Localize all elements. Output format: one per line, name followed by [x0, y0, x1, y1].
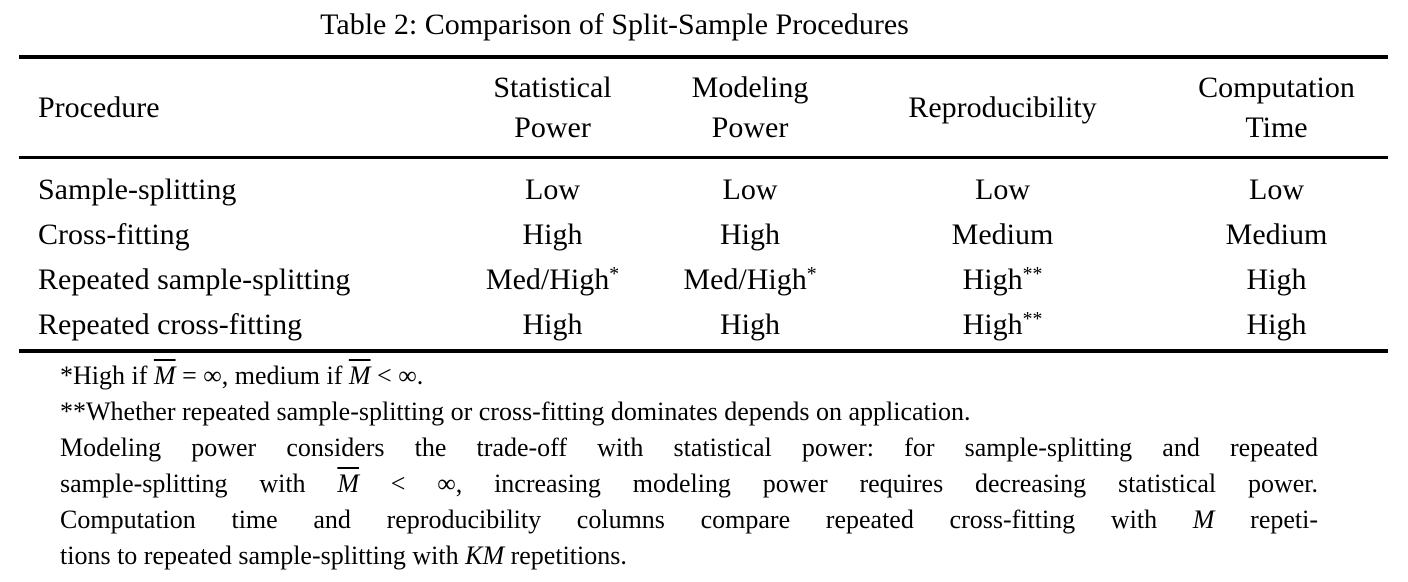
table-body	[19, 158, 1388, 352]
footnote-marker: *	[609, 262, 620, 285]
header-line: Power	[711, 110, 789, 144]
table-footnotes	[60, 358, 1318, 574]
cell-value: High	[720, 217, 780, 251]
table-header	[19, 57, 1388, 158]
column-header-procedure	[19, 57, 445, 158]
footnote-text: = ∞, medium if	[175, 361, 349, 390]
cell-value: Medium	[951, 217, 1054, 251]
cell-value: Low	[1249, 172, 1304, 206]
value-cell	[840, 212, 1165, 257]
cell-value: Med/High	[485, 262, 610, 296]
footnote-line	[60, 430, 1318, 466]
comparison-table	[19, 55, 1388, 353]
footnote-text: **Whether repeated sample-splitting or cross-fitting dominates depends on application.	[60, 397, 971, 426]
cell-value: High	[962, 262, 1023, 296]
footnote-text: repetitions.	[504, 541, 627, 570]
procedure-cell: Repeated sample-splitting	[38, 262, 351, 296]
math-symbol: KM	[465, 541, 505, 570]
cell-value: High	[1246, 307, 1307, 341]
value-cell	[1165, 212, 1388, 257]
footnote-line	[60, 466, 1318, 502]
footnote-marker: **	[1022, 307, 1043, 330]
table-row	[19, 302, 1388, 351]
table-row	[19, 212, 1388, 257]
footnote-text: Computation time and reproducibility columns compare repeated cross-fitting with	[60, 505, 1193, 534]
column-header-reproducibility	[840, 57, 1165, 158]
cell-value: High	[962, 307, 1023, 341]
footnote-line	[60, 502, 1318, 538]
cell-value: High	[1246, 262, 1307, 296]
value-cell	[660, 212, 840, 257]
procedure-cell: Cross-fitting	[38, 217, 190, 251]
footnote-line	[60, 358, 1318, 394]
footnote-text: Modeling power considers the trade-off with statistical power: for sample-splitting and repeated	[60, 433, 1318, 462]
math-symbol: $\overline{M}$	[153, 361, 176, 390]
value-cell	[840, 302, 1165, 351]
footnote-line	[60, 538, 1318, 574]
value-cell	[660, 302, 840, 351]
procedure-cell: Repeated cross-fitting	[38, 307, 303, 341]
value-cell	[1165, 158, 1388, 213]
footnote-text: sample-splitting with	[60, 469, 338, 498]
footnote-text: tions to repeated sample-splitting with	[60, 541, 466, 570]
column-header-statistical-power	[445, 57, 660, 158]
column-header-computation-time	[1165, 57, 1388, 158]
table-row	[19, 158, 1388, 213]
math-symbol: M	[1192, 505, 1215, 534]
math-symbol: $\overline{M}$	[337, 469, 360, 498]
footnote-text: < ∞, increasing modeling power requires decreasing statistical power.	[359, 469, 1318, 498]
cell-value: Low	[525, 172, 580, 206]
header-row	[19, 57, 1388, 158]
footnote-text: *High if	[60, 361, 154, 390]
cell-value: High	[522, 217, 583, 251]
table-row	[19, 257, 1388, 302]
cell-value: Medium	[1225, 217, 1328, 251]
column-header-modeling-power	[660, 57, 840, 158]
cell-value: Low	[975, 172, 1030, 206]
header-line: Computation	[1198, 70, 1355, 104]
cell-value: High	[720, 307, 780, 341]
math-symbol: $\overline{M}$	[348, 361, 371, 390]
cell-value: Low	[722, 172, 778, 206]
value-cell	[1165, 257, 1388, 302]
value-cell	[445, 302, 660, 351]
header-line: Reproducibility	[908, 90, 1097, 124]
footnote-marker: *	[806, 262, 817, 285]
header-line: Modeling	[691, 70, 809, 104]
value-cell	[445, 158, 660, 213]
cell-value: Med/High	[683, 262, 807, 296]
value-cell	[660, 158, 840, 213]
footnote-text: < ∞.	[370, 361, 424, 390]
table-caption: Table 2: Comparison of Split-Sample Procedures	[320, 8, 909, 41]
value-cell	[445, 257, 660, 302]
value-cell	[840, 158, 1165, 213]
header-line: Power	[514, 110, 591, 144]
header-line: Time	[1245, 110, 1308, 144]
value-cell	[840, 257, 1165, 302]
value-cell	[1165, 302, 1388, 351]
footnote-line	[60, 394, 1318, 430]
cell-value: High	[522, 307, 583, 341]
value-cell	[445, 212, 660, 257]
procedure-cell: Sample-splitting	[38, 172, 237, 206]
value-cell	[660, 257, 840, 302]
footnote-text: repeti-	[1214, 505, 1319, 534]
header-line: Statistical	[493, 70, 612, 104]
footnote-marker: **	[1022, 262, 1043, 285]
header-line: Procedure	[38, 90, 160, 124]
